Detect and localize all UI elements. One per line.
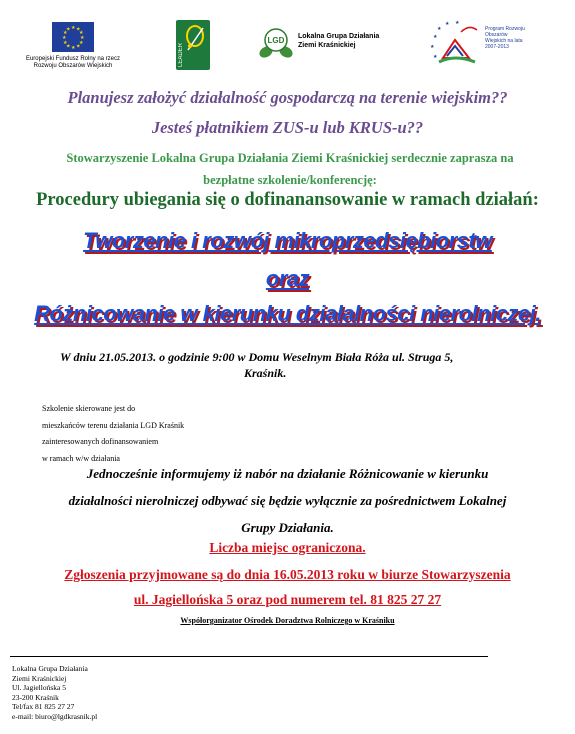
svg-text:★: ★	[433, 54, 438, 60]
invitation-line2: bezpłatne szkolenie/konferencję:	[203, 173, 377, 187]
lgd-mark: LGD	[267, 36, 285, 45]
svg-text:★: ★	[62, 35, 67, 41]
svg-text:★: ★	[79, 40, 84, 46]
svg-text:★: ★	[455, 20, 460, 26]
lgd-name	[298, 32, 379, 50]
note-line1: Szkolenie skierowane jest do	[42, 404, 136, 413]
svg-text:★: ★	[79, 30, 84, 36]
svg-text:★: ★	[433, 34, 438, 40]
lgd-name-line1: Lokalna Grupa Działania	[298, 33, 380, 40]
target-audience-note	[42, 401, 242, 467]
info-line2: działalności nierolniczej odbywać się będzie wyłącznie za pośrednictwem Lokalnej	[68, 493, 507, 508]
question-business: Planujesz założyć działalność gospodarczą na terenie wiejskim??	[67, 88, 508, 107]
svg-text:★: ★	[430, 44, 435, 50]
leader-logo-icon	[176, 20, 210, 70]
note-line2: mieszkańców terenu działania LGD Kraśnik	[42, 420, 185, 430]
svg-text:★: ★	[71, 25, 76, 31]
registration-line2: ul. Jagiellońska 5 oraz pod numerem tel. 81 825 27 27	[133, 592, 442, 607]
svg-text:★: ★	[66, 43, 71, 50]
event-details-line1: W dniu 21.05.2013. o godzinie 9:00 w Domu Weselnym Biała Róża ul. Struga 5,	[60, 350, 454, 364]
svg-text:★: ★	[66, 26, 71, 33]
coorganizer: Współorganizator Ośrodek Doradztwa Rolniczego w Kraśniku	[180, 616, 395, 625]
footer-line2: Ziemi Kraśnickiej	[12, 673, 67, 683]
info-line1: Jednocześnie informujemy iż nabór na działanie Różnicowanie w kierunku	[86, 466, 489, 481]
limited-seats: Liczba miejsc ograniczona.	[209, 540, 366, 555]
footer-line5: Tel/fax 81 825 27 27	[12, 702, 75, 711]
question-zus: Jesteś płatnikiem ZUS-u lub KRUS-u??	[151, 118, 424, 137]
eu-flag-icon	[52, 22, 94, 52]
svg-text:★: ★	[76, 43, 81, 50]
event-details-line2: Kraśnik.	[244, 366, 287, 380]
lgd-name-line2: Ziemi Kraśnickiej	[298, 42, 356, 49]
leader-label: LEADER	[178, 42, 184, 67]
svg-text:★: ★	[76, 26, 81, 33]
event-details	[60, 349, 530, 381]
invitation-text	[40, 147, 540, 191]
note-line4: w ramach w/w działania	[42, 453, 120, 463]
footer-line1: Lokalna Grupa Działania	[12, 664, 88, 673]
footer-line3: Ul. Jagiellońska 5	[12, 683, 66, 692]
footer-contact	[12, 664, 97, 721]
svg-text:★: ★	[80, 35, 85, 41]
svg-text:★: ★	[63, 30, 68, 36]
footer-divider	[10, 656, 488, 657]
svg-text:★: ★	[63, 40, 68, 46]
footer-email: e-mail: biuro@lgdkrasnik.pl	[12, 711, 98, 721]
registration-line1: Zgłoszenia przyjmowane są do dnia 16.05.2013 roku w biurze Stowarzyszenia	[64, 567, 511, 582]
footer-line4: 23-200 Kraśnik	[12, 692, 59, 702]
svg-text:★: ★	[437, 26, 442, 32]
title-line3: Różnicowanie w kierunku działalności nierolniczej.	[34, 301, 541, 326]
procedures-heading: Procedury ubiegania się o dofinanansowanie w ramach działań:	[36, 190, 539, 210]
lgd-logo-icon	[258, 26, 294, 62]
invitation-line1: Stowarzyszenie Lokalna Grupa Działania Ziemi Kraśnickiej serdecznie zaprasza na	[66, 151, 514, 165]
svg-text:★: ★	[445, 21, 450, 27]
svg-text:★: ★	[71, 45, 76, 51]
prow-caption: Program Rozwoju Obszarów Wiejskich na lata 2007-2013	[485, 26, 525, 50]
title-line2: oraz	[265, 266, 310, 291]
info-line3: Grupy Działania.	[241, 520, 334, 535]
note-line3: zainteresowanych dofinansowaniem	[42, 437, 159, 446]
recruitment-info	[30, 460, 545, 541]
prow-logo-icon	[425, 18, 485, 70]
title-line1: Tworzenie i rozwój mikroprzedsiębiorstw	[83, 228, 492, 253]
eu-caption: Europejski Fundusz Rolny na rzecz Rozwoju Obszarów Wiejskich	[25, 56, 121, 69]
